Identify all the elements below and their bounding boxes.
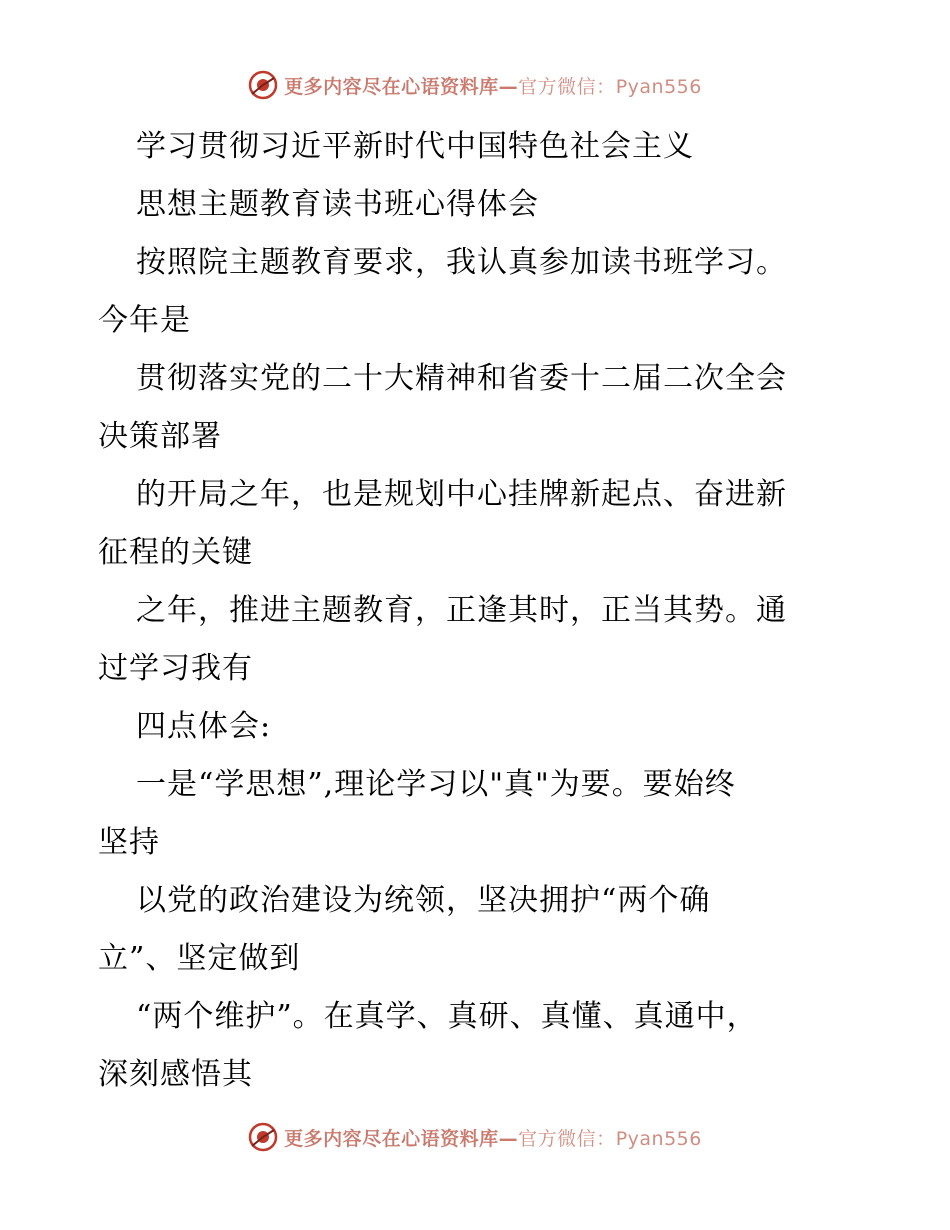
text-line: 思想主题教育读书班心得体会 [136,187,539,222]
watermark-footer [0,1122,950,1152]
text-line: “两个维护”。在真学、真研、真懂、真通中， [136,999,758,1034]
document-body [98,118,868,1104]
text-line: 一是“学思想”,理论学习以"真"为要。要始终 [136,767,736,802]
text-line: 今年是 [98,303,191,338]
text-line: 贯彻落实党的二十大精神和省委十二届二次全会 [136,361,787,396]
watermark-wechat-id: Pyan556 [615,75,702,98]
watermark-dash: — [498,75,519,98]
text-line: 按照院主题教育要求，我认真参加读书班学习。 [136,245,787,280]
watermark-wechat-label: 官方微信： [518,75,616,98]
text-line: 深刻感悟其 [98,1057,253,1092]
text-line: 立”、坚定做到 [98,941,301,976]
brand-logo-icon [248,1122,278,1152]
text-line: 的开局之年，也是规划中心挂牌新起点、奋进新 [136,477,787,512]
text-line: 决策部署 [98,419,222,454]
text-line: 以党的政治建设为统领，坚决拥护“两个确 [136,883,711,918]
watermark-prefix: 更多内容尽在心语资料库 [284,75,499,98]
watermark-header [0,70,950,100]
text-line: 之年，推进主题教育，正逢其时，正当其势。通 [136,593,787,628]
text-line: 四点体会: [136,709,272,744]
text-line: 征程的关键 [98,535,253,570]
text-line: 过学习我有 [98,651,253,686]
watermark-wechat-label: 官方微信： [518,1127,616,1150]
text-line: 坚持 [98,825,160,860]
text-line: 学习贯彻习近平新时代中国特色社会主义 [136,129,694,164]
watermark-prefix: 更多内容尽在心语资料库 [284,1127,499,1150]
brand-logo-icon [248,70,278,100]
watermark-dash: — [498,1127,519,1150]
watermark-wechat-id: Pyan556 [615,1127,702,1150]
